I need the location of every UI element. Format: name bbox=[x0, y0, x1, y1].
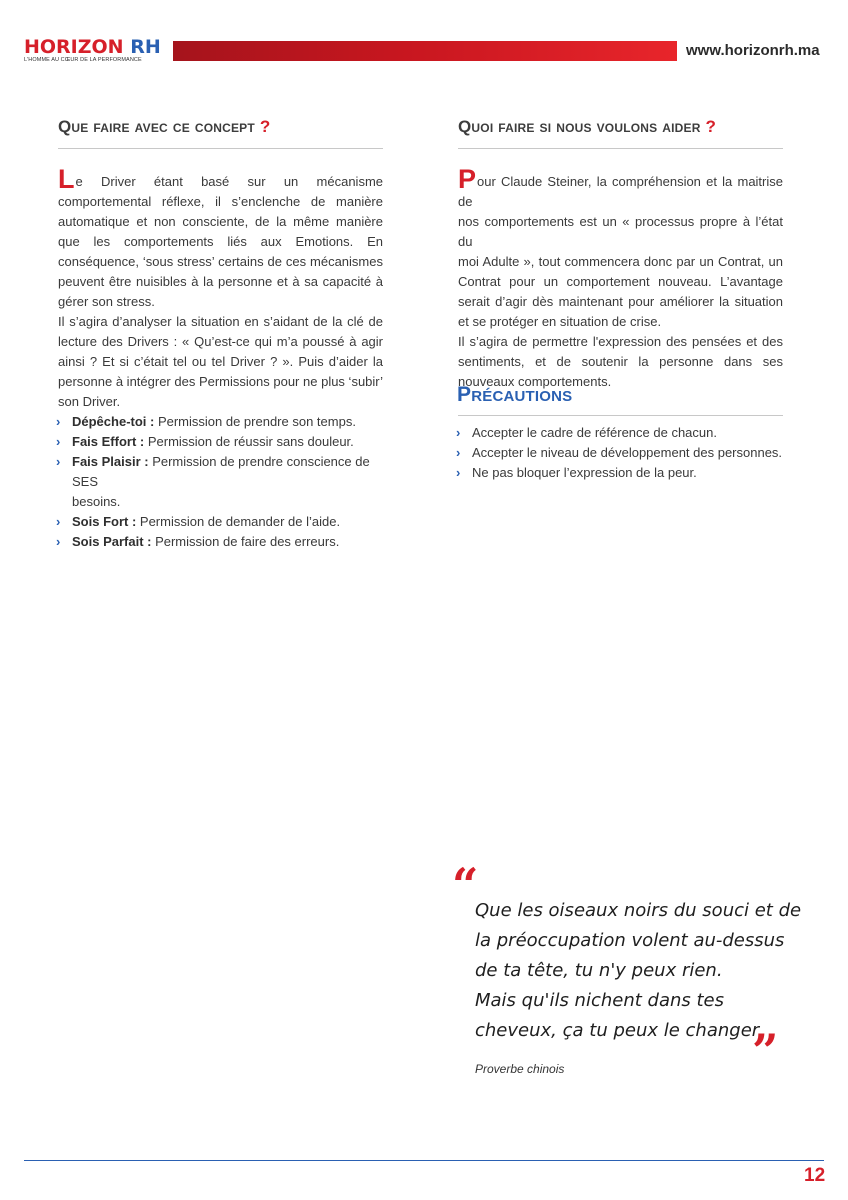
section-title-text: Que faire avec ce concept bbox=[58, 117, 255, 136]
chevron-right-icon: › bbox=[56, 414, 61, 429]
paragraph-line: lecture des Drivers : « Qu’est-ce qui m’a poussé à agir bbox=[58, 334, 383, 349]
paragraph-line: moi Adulte », tout commencera donc par un Contrat, un bbox=[458, 254, 783, 269]
text-line: e Driver étant basé sur un mécanisme bbox=[75, 174, 383, 189]
paragraph-line: et se protéger en situation de crise. bbox=[458, 314, 662, 329]
section-divider bbox=[58, 148, 383, 149]
logo-wordmark bbox=[24, 37, 161, 57]
paragraph-line: nouveaux comportements. bbox=[458, 374, 612, 389]
logo-rh: RH bbox=[130, 36, 161, 58]
quote-source: Proverbe chinois bbox=[475, 1062, 565, 1076]
list-item bbox=[58, 512, 383, 532]
bullet-term: Sois Fort : bbox=[72, 514, 137, 529]
logo-horizon: HORIZON bbox=[24, 36, 131, 58]
section-title-concept bbox=[58, 117, 270, 137]
paragraph-line: personne à intégrer des Permissions pour ne plus ‘subir’ bbox=[58, 374, 383, 389]
paragraph-line: ainsi ? Et si c’était tel ou tel Driver ? ». Puis d’aider la bbox=[58, 354, 383, 369]
paragraph-line: serait d’agir dès maintenant pour améliorer la situation bbox=[458, 294, 783, 309]
chevron-right-icon: › bbox=[56, 534, 61, 549]
paragraph-line bbox=[58, 164, 383, 194]
precautions-body bbox=[458, 423, 788, 483]
bullet-text: Permission de demander de l’aide. bbox=[136, 514, 341, 529]
section-title-help bbox=[458, 117, 716, 137]
precautions-title: Précautions bbox=[457, 383, 573, 406]
quote-line: la préoccupation volent au-dessus bbox=[475, 930, 785, 951]
bullet-text: Accepter le niveau de développement des personnes. bbox=[472, 445, 783, 460]
paragraph-line: nos comportements est un « processus propre à l’état du bbox=[458, 214, 783, 249]
list-item bbox=[58, 532, 383, 552]
paragraph-line: son Driver. bbox=[58, 394, 121, 409]
paragraph-line: gérer son stress. bbox=[58, 294, 155, 309]
help-body bbox=[458, 164, 783, 392]
chevron-right-icon: › bbox=[456, 425, 461, 440]
footer-divider bbox=[24, 1160, 824, 1161]
chevron-right-icon: › bbox=[56, 454, 61, 469]
chevron-right-icon: › bbox=[56, 514, 61, 529]
chevron-right-icon: › bbox=[56, 434, 61, 449]
bullet-term: Dépêche-toi : bbox=[72, 414, 155, 429]
quote-line: de ta tête, tu n'y peux rien. bbox=[475, 960, 723, 981]
paragraph-line: que les comportements liés aux Emotions. En bbox=[58, 234, 383, 249]
concept-body bbox=[56, 164, 383, 552]
bullet-text: Ne pas bloquer l’expression de la peur. bbox=[472, 465, 697, 480]
quote-close-icon: ” bbox=[752, 1024, 779, 1078]
question-mark: ? bbox=[705, 117, 717, 136]
drop-cap: L bbox=[58, 164, 75, 194]
list-item-continuation: besoins. bbox=[72, 494, 121, 509]
section-divider bbox=[458, 415, 783, 416]
paragraph-line: Il s’agira de permettre l'expression des pensées et des bbox=[458, 334, 783, 349]
chevron-right-icon: › bbox=[456, 445, 461, 460]
bullet-text: Permission de réussir sans douleur. bbox=[144, 434, 354, 449]
paragraph-line bbox=[458, 164, 783, 212]
paragraph-line: Contrat pour un comportement nouveau. L’avantage bbox=[458, 274, 783, 289]
bullet-text: Permission de prendre son temps. bbox=[154, 414, 356, 429]
paragraph-line: automatique et non consciente, de la même manière bbox=[58, 214, 383, 229]
section-title-text: Quoi faire si nous voulons aider bbox=[458, 117, 701, 136]
list-item bbox=[458, 443, 788, 463]
question-mark: ? bbox=[259, 117, 271, 136]
website-url[interactable]: www.horizonrh.ma bbox=[686, 42, 820, 59]
bullet-text: Accepter le cadre de référence de chacun. bbox=[472, 425, 717, 440]
text-line: our Claude Steiner, la compréhension et la maitrise de bbox=[458, 174, 783, 209]
page-number: 12 bbox=[804, 1165, 826, 1186]
bullet-term: Fais Effort : bbox=[72, 434, 145, 449]
list-item bbox=[458, 463, 788, 483]
driver-permissions-list bbox=[58, 412, 383, 552]
list-item bbox=[58, 412, 383, 432]
paragraph-line: peuvent être nuisibles à la personne et à sa capacité à bbox=[58, 274, 383, 289]
quote-line: Que les oiseaux noirs du souci et de bbox=[475, 900, 802, 921]
list-item bbox=[458, 423, 788, 443]
header-banner-bar bbox=[173, 41, 677, 61]
list-item bbox=[58, 452, 383, 492]
logo-tagline: L'HOMME AU CŒUR DE LA PERFORMANCE bbox=[24, 57, 142, 63]
bullet-text: Permission de faire des erreurs. bbox=[151, 534, 340, 549]
list-item bbox=[58, 432, 383, 452]
paragraph-line: sentiments, et de soutenir la personne dans ses bbox=[458, 354, 783, 369]
horizon-rh-logo bbox=[24, 37, 161, 63]
bullet-term: Sois Parfait : bbox=[72, 534, 152, 549]
paragraph-line: comportemental réflexe, il s’enclenche de manière bbox=[58, 194, 383, 209]
bullet-term: Fais Plaisir : bbox=[72, 454, 149, 469]
section-divider bbox=[458, 148, 783, 149]
paragraph-line: conséquence, ‘sous stress’ certains de ces mécanismes bbox=[58, 254, 383, 269]
quote-line: Mais qu'ils nichent dans tes bbox=[475, 990, 724, 1011]
precautions-list bbox=[458, 423, 788, 483]
drop-cap: P bbox=[458, 164, 477, 194]
paragraph-line: Il s’agira d’analyser la situation en s’aidant de la clé de bbox=[58, 314, 383, 329]
bullet-text: Permission de prendre conscience de SES bbox=[72, 454, 370, 489]
chevron-right-icon: › bbox=[456, 465, 461, 480]
quote-line: cheveux, ça tu peux le changer bbox=[475, 1020, 760, 1041]
quote-open-icon: “ bbox=[452, 858, 479, 912]
